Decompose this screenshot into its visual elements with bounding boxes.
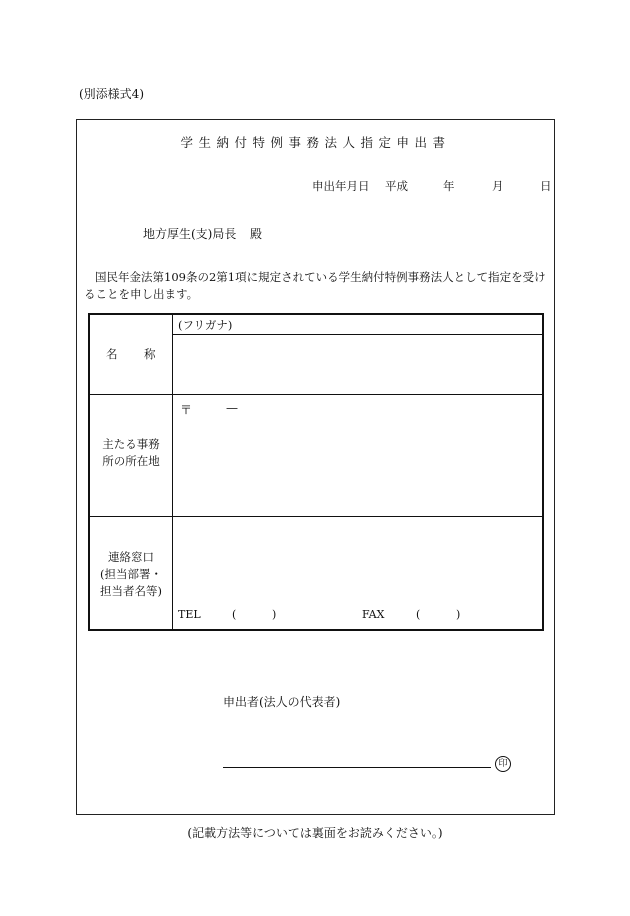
office-label-line-1: 主たる事務 xyxy=(102,437,160,451)
date-label: 申出年月日 xyxy=(312,179,370,193)
name-label-1: 名 xyxy=(106,347,118,361)
year-field[interactable]: 年 xyxy=(443,179,455,193)
contact-label-line-2: (担当部署・ xyxy=(100,567,162,581)
footer-note: (記載方法等については裏面をお読みください。) xyxy=(187,826,443,840)
statement-line-1: 国民年金法第109条の2第1項に規定されている学生納付特例事務法人として指定を受け xyxy=(95,270,546,284)
office-label-line-2: 所の所在地 xyxy=(102,454,160,468)
name-label-2: 称 xyxy=(144,347,156,361)
fax-paren-open: ( xyxy=(416,608,421,621)
month-field[interactable]: 月 xyxy=(492,179,504,193)
honorific: 殿 xyxy=(250,227,263,241)
contact-label xyxy=(90,549,172,600)
tel-label: TEL xyxy=(178,608,201,621)
statement-paragraph xyxy=(84,269,554,303)
name-input-area[interactable] xyxy=(174,336,542,392)
fax-paren-close: ) xyxy=(456,608,461,621)
table-column-divider xyxy=(172,314,173,630)
era-label: 平成 xyxy=(385,179,408,193)
form-number-label: (別添様式4) xyxy=(79,87,144,101)
addressee: 地方厚生(支)局長 xyxy=(143,227,237,241)
office-address-label xyxy=(90,436,172,470)
postal-dash: — xyxy=(226,401,238,415)
form-title: 学生納付特例事務法人指定申出書 xyxy=(180,135,451,150)
postal-mark: 〒 xyxy=(180,403,193,417)
contact-label-line-3: 担当者名等) xyxy=(100,584,162,598)
furigana-divider xyxy=(172,334,543,335)
statement-line-2: ることを申し出ます。 xyxy=(84,287,199,301)
row-divider-1 xyxy=(89,394,543,395)
contact-label-line-1: 連絡窓口 xyxy=(108,550,154,564)
tel-paren-close: ) xyxy=(272,608,277,621)
applicant-label: 申出者(法人の代表者) xyxy=(223,695,341,709)
fax-label: FAX xyxy=(362,608,385,621)
day-field[interactable]: 日 xyxy=(540,179,552,193)
row-divider-2 xyxy=(89,516,543,517)
signature-line[interactable] xyxy=(223,767,491,768)
tel-paren-open: ( xyxy=(232,608,237,621)
office-address-input-area[interactable] xyxy=(174,396,542,514)
furigana-label: (フリガナ) xyxy=(178,318,233,332)
seal-mark: 印 xyxy=(495,756,511,772)
contact-input-area[interactable] xyxy=(174,518,542,604)
